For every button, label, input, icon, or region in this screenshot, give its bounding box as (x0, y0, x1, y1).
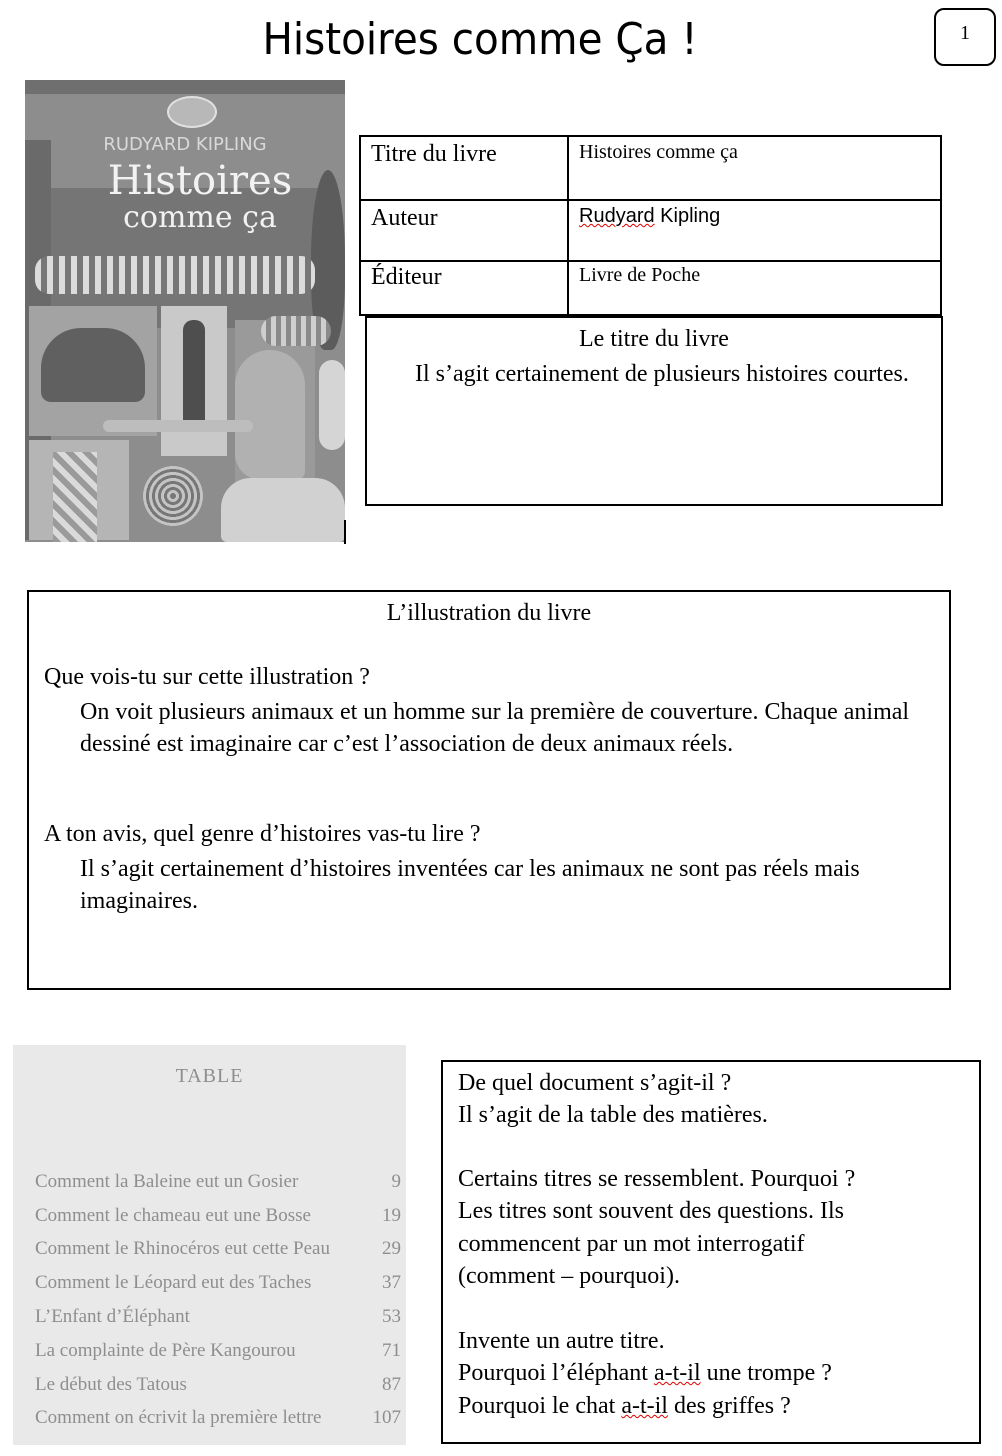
toc-entry-page: 107 (372, 1407, 401, 1428)
sun-illustration (143, 466, 203, 526)
table-row (360, 136, 941, 200)
illustration-box-heading: L’illustration du livre (386, 600, 592, 626)
man-illustration (183, 320, 205, 430)
toc-entry-title: Comment le Léopard eut des Taches (35, 1272, 312, 1293)
toc-entry (35, 1272, 401, 1302)
table-row (360, 261, 941, 315)
document-question-3: Invente un autre titre. (458, 1328, 665, 1354)
answer-text: des griffes ? (667, 1393, 791, 1419)
document-answer-3-line1 (458, 1360, 832, 1387)
toc-entry (35, 1306, 401, 1336)
table-row (360, 200, 941, 261)
toc-entry-title: Comment le chameau eut une Bosse (35, 1205, 311, 1226)
pig-illustration (221, 478, 345, 542)
illustration-question-2: A ton avis, quel genre d’histoires vas-tu lire ? (44, 821, 481, 847)
toc-entry (35, 1238, 401, 1268)
title-box-heading: Le titre du livre (579, 326, 729, 352)
bird-illustration (319, 360, 345, 450)
document-questions-box (441, 1060, 981, 1444)
document-answer-2-line2: commencent par un mot interrogatif (458, 1231, 805, 1257)
toc-entry-page: 19 (382, 1205, 401, 1226)
title-box-answer: Il s’agit certainement de plusieurs histoires courtes. (415, 361, 909, 387)
toc-entry-title: L’Enfant d’Éléphant (35, 1306, 190, 1327)
cover-edge-line (344, 520, 346, 544)
book-info-table (359, 135, 942, 316)
toc-entry-title: Le début des Tatous (35, 1374, 187, 1395)
toc-entry-page: 9 (391, 1171, 401, 1192)
answer-text-marked: a-t-il (653, 1360, 701, 1386)
author-last-name: Kipling (654, 205, 721, 227)
toc-entry-title: Comment la Baleine eut un Gosier (35, 1171, 299, 1192)
document-question-1: De quel document s’agit-il ? (458, 1070, 732, 1096)
publisher-label: Éditeur (360, 261, 568, 315)
toc-heading: TABLE (175, 1065, 244, 1087)
author-label: Auteur (360, 200, 568, 261)
toc-entry-page: 71 (382, 1340, 401, 1361)
cover-top-band (25, 80, 345, 94)
illustration-answer-1: On voit plusieurs animaux et un homme sur la première de couverture. Chaque animal dessiné est imaginaire car c’est l’association de deux animaux réels. (80, 699, 910, 757)
giraffe-illustration (53, 452, 97, 542)
page-number-box: 1 (934, 8, 996, 66)
publisher-value: Livre de Poche (568, 261, 941, 315)
answer-text: Pourquoi le chat (458, 1393, 622, 1419)
book-cover-image (25, 80, 345, 542)
toc-entry (35, 1340, 401, 1370)
toc-entry (35, 1374, 401, 1404)
toc-entry (35, 1205, 401, 1235)
toc-entry (35, 1171, 401, 1201)
toc-entry (35, 1407, 401, 1437)
tail-illustration (103, 420, 253, 432)
kangaroo-illustration (235, 350, 305, 480)
toc-entry-title: Comment le Rhinocéros eut cette Peau (35, 1238, 330, 1259)
elephant-illustration (41, 328, 145, 402)
answer-text: une trompe ? (700, 1360, 832, 1386)
cover-author: RUDYARD KIPLING (103, 134, 267, 155)
toc-entry-page: 29 (382, 1238, 401, 1259)
author-value (568, 200, 941, 261)
striped-animal-illustration (35, 256, 315, 294)
answer-text: Pourquoi l’éléphant (458, 1360, 654, 1386)
document-answer-3-line2 (458, 1393, 791, 1420)
toc-entry-title: La complainte de Père Kangourou (35, 1340, 296, 1361)
page-title: Histoires comme Ça ! (262, 14, 698, 65)
illustration-answer-2: Il s’agit certainement d’histoires inventées car les animaux ne sont pas réels mais imaginaires. (80, 856, 860, 914)
publisher-logo-icon (167, 96, 217, 128)
illustration-box (27, 590, 951, 990)
answer-text-marked: a-t-il (621, 1393, 668, 1419)
title-label: Titre du livre (360, 136, 568, 200)
document-answer-1: Il s’agit de la table des matières. (458, 1102, 768, 1128)
armadillo-illustration (261, 316, 331, 346)
title-value: Histoires comme ça (568, 136, 941, 200)
table-of-contents-image (13, 1045, 406, 1445)
toc-entry-title: Comment on écrivit la première lettre (35, 1407, 322, 1428)
document-answer-2-line1: Les titres sont souvent des questions. Ils (458, 1198, 844, 1224)
toc-entry-page: 37 (382, 1272, 401, 1293)
author-first-name: Rudyard (579, 205, 655, 227)
book-title-box (365, 316, 943, 506)
toc-entry-page: 87 (382, 1374, 401, 1395)
document-question-2: Certains titres se ressemblent. Pourquoi ? (458, 1166, 856, 1192)
toc-entry-page: 53 (382, 1306, 401, 1327)
document-answer-2-line3: (comment – pourquoi). (458, 1263, 680, 1289)
cover-title-line1: Histoires (107, 158, 293, 204)
illustration-question-1: Que vois-tu sur cette illustration ? (44, 664, 370, 690)
cover-title-line2: comme ça (123, 200, 277, 235)
